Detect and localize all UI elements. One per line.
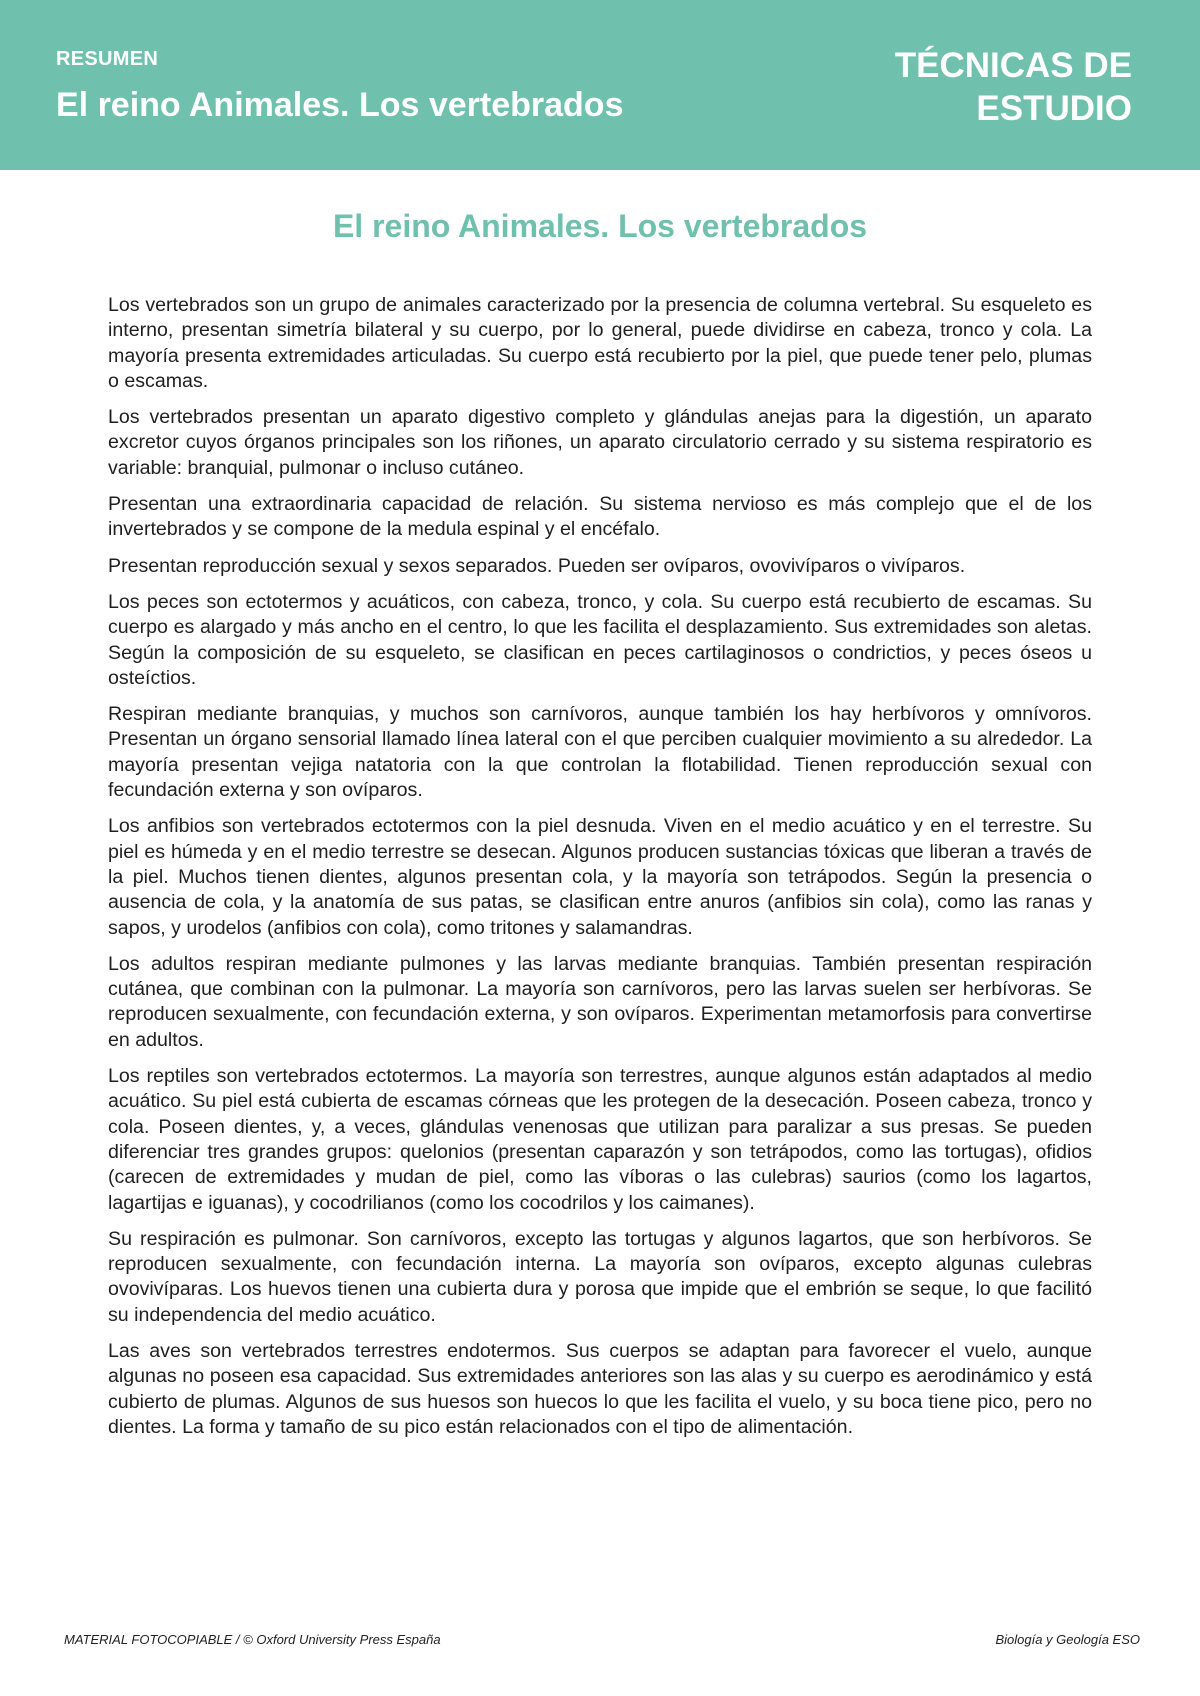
header-section-line-2: ESTUDIO bbox=[976, 89, 1132, 128]
footer-subject: Biología y Geología ESO bbox=[995, 1632, 1140, 1647]
header-band bbox=[0, 0, 1200, 170]
footer-copyright: MATERIAL FOTOCOPIABLE / © Oxford University Press España bbox=[64, 1632, 441, 1647]
paragraph: Los anfibios son vertebrados ectotermos con la piel desnuda. Viven en el medio acuático y en el terrestre. Su piel es húmeda y en el medio terrestre se desecan. Algunos producen sustancias tóxicas que liberan a través de la piel. Muchos tienen dientes, algunos presentan cola, y la mayoría son tetrápodos. Según la presencia o ausencia de cola, y la anatomía de sus patas, se clasifican entre anuros (anfibios sin cola), como las ranas y sapos, y urodelos (anfibios con cola), como tritones y salamandras. bbox=[108, 815, 1092, 939]
paragraph: Los adultos respiran mediante pulmones y las larvas mediante branquias. También presentan respiración cutánea, que combinan con la pulmonar. La mayoría son carnívoros, pero las larvas suelen ser herbívoras. Se reproducen sexualmente, con fecundación externa, y son ovíparos. Experimentan metamorfosis para convertirse en adultos. bbox=[108, 952, 1092, 1051]
header-title: El reino Animales. Los vertebrados bbox=[56, 86, 624, 124]
paragraph: Los reptiles son vertebrados ectotermos. La mayoría son terrestres, aunque algunos están adaptados al medio acuático. Su piel está cubierta de escamas córneas que les protegen de la desecación. Poseen cabeza, tronco y cola. Poseen dientes, y, a veces, glándulas venenosas que utilizan para paralizar a sus presas. Se pueden diferenciar tres grandes grupos: quelonios (presentan caparazón y son tetrápodos, como las tortugas), ofidios (carecen de extremidades y mudan de piel, como las víboras o las culebras) saurios (como los lagartos, lagartijas e iguanas), y cocodrilianos (como los cocodrilos y los caimanes). bbox=[108, 1065, 1092, 1214]
paragraph: Los vertebrados presentan un aparato digestivo completo y glándulas anejas para la digestión, un aparato excretor cuyos órganos principales son los riñones, un aparato circulatorio cerrado y su sistema respiratorio es variable: branquial, pulmonar o incluso cutáneo. bbox=[108, 406, 1092, 479]
header-section-line-1: TÉCNICAS DE bbox=[894, 46, 1132, 85]
paragraph: Presentan una extraordinaria capacidad de relación. Su sistema nervioso es más complejo que el de los invertebrados y se compone de la medula espinal y el encéfalo. bbox=[108, 493, 1092, 541]
paragraph: Los peces son ectotermos y acuáticos, con cabeza, tronco, y cola. Su cuerpo está recubierto de escamas. Su cuerpo es alargado y más ancho en el centro, lo que les facilita el desplazamiento. Sus extremidades son aletas. Según la composición de su esqueleto, se clasifican en peces cartilaginosos o condrictios, y peces óseos u osteíctios. bbox=[108, 590, 1092, 689]
document-body bbox=[108, 293, 1092, 1451]
paragraph: Los vertebrados son un grupo de animales caracterizado por la presencia de columna vertebral. Su esqueleto es interno, presentan simetría bilateral y su cuerpo, por lo general, puede dividirse en cabeza, tronco y cola. La mayoría presenta extremidades articuladas. Su cuerpo está recubierto por la piel, que puede tener pelo, plumas o escamas. bbox=[108, 294, 1092, 392]
paragraph: Presentan reproducción sexual y sexos separados. Pueden ser ovíparos, ovovivíparos o vivíparos. bbox=[108, 554, 966, 577]
paragraph: Respiran mediante branquias, y muchos son carnívoros, aunque también los hay herbívoros y omnívoros. Presentan un órgano sensorial llamado línea lateral con el que perciben cualquier movimiento a su alrededor. La mayoría presentan vejiga natatoria con la que controlan la flotabilidad. Tienen reproducción sexual con fecundación externa y son ovíparos. bbox=[108, 703, 1092, 802]
header-section-title bbox=[812, 44, 1132, 130]
paragraph: Su respiración es pulmonar. Son carnívoros, excepto las tortugas y algunos lagartos, que son herbívoros. Se reproducen sexualmente, con fecundación interna. La mayoría son ovíparos, excepto algunas culebras ovovivíparas. Los huevos tienen una cubierta dura y porosa que impide que el embrión se seque, lo que facilitó su independencia del medio acuático. bbox=[108, 1227, 1092, 1326]
paragraph: Las aves son vertebrados terrestres endotermos. Sus cuerpos se adaptan para favorecer el vuelo, aunque algunas no poseen esa capacidad. Sus extremidades anteriores son las alas y su cuerpo es aerodinámico y está cubierto de plumas. Algunos de sus huesos son huecos lo que les facilita el vuelo, y su boca tiene pico, pero no dientes. La forma y tamaño de su pico están relacionados con el tipo de alimentación. bbox=[108, 1339, 1092, 1438]
document-title: El reino Animales. Los vertebrados bbox=[332, 208, 868, 244]
header-label: RESUMEN bbox=[56, 48, 159, 70]
